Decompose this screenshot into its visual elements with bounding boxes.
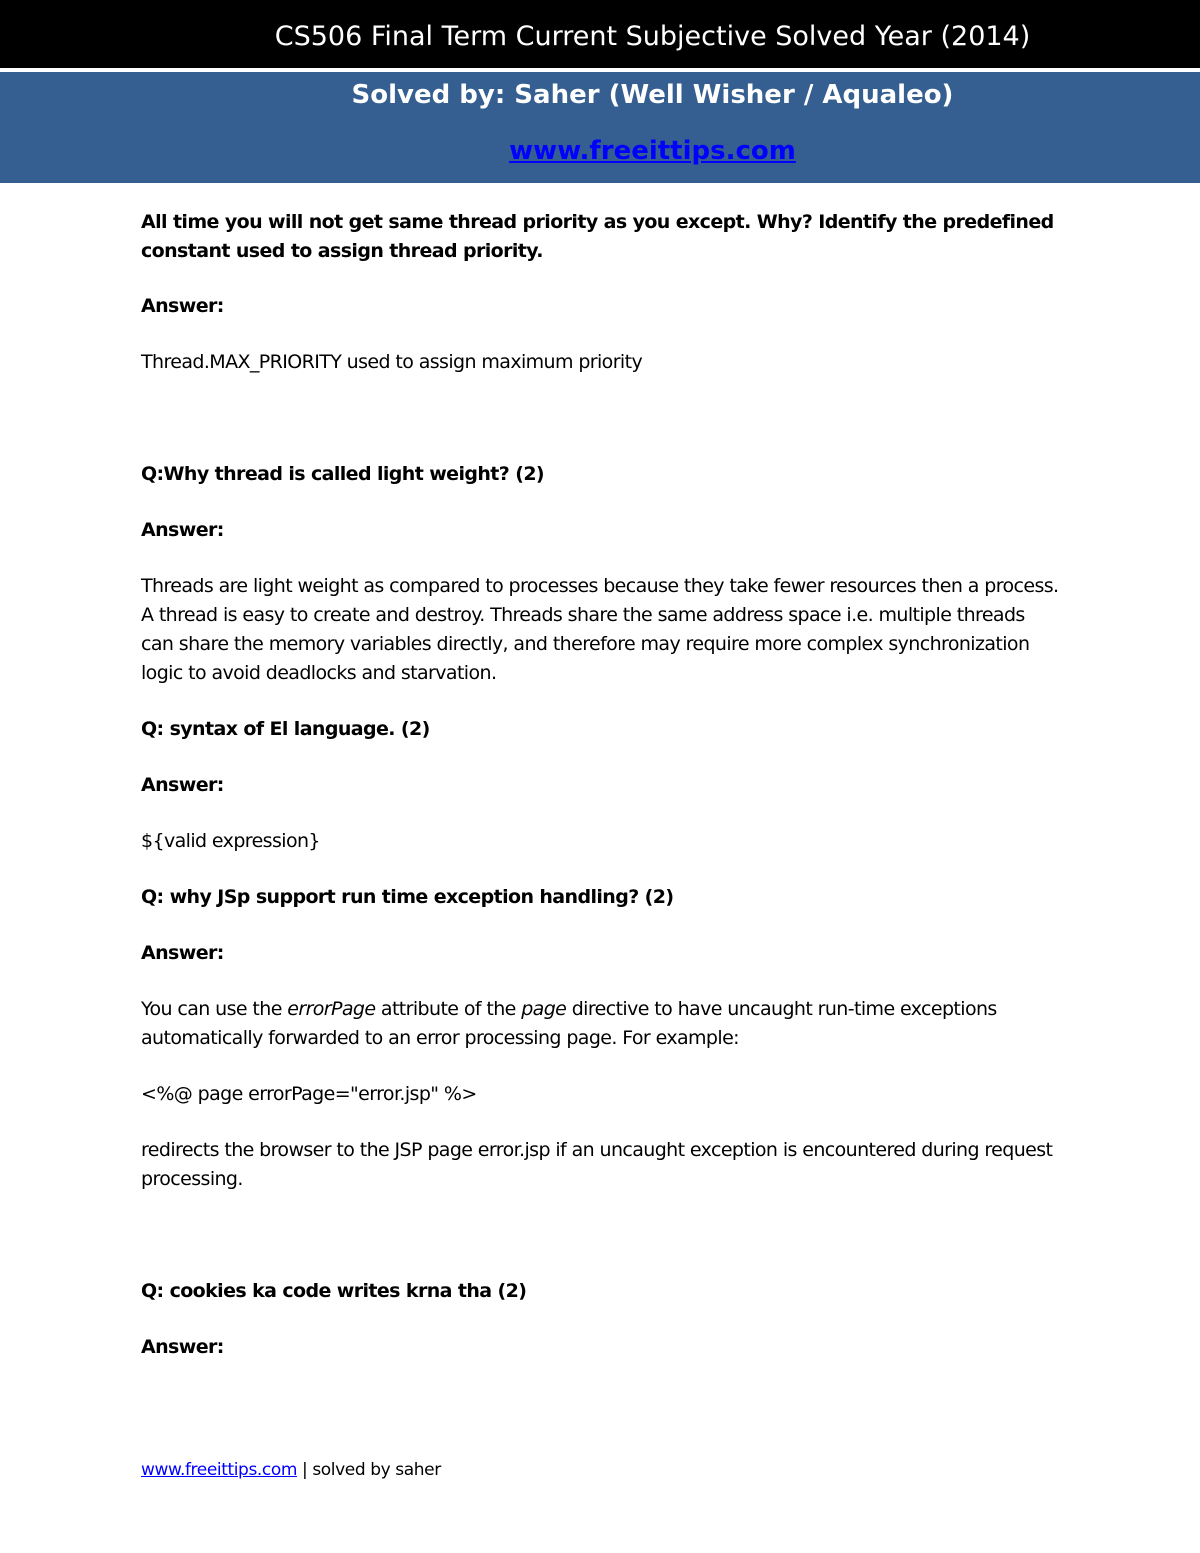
question-1: All time you will not get same thread priority as you except. Why? Identify the predefined constant used to assign thread priority. [141, 211, 1054, 262]
answer-label-5: Answer: [141, 1336, 224, 1358]
document-body [141, 208, 1061, 1362]
footer-text: | solved by saher [297, 1460, 441, 1480]
answer-1: Thread.MAX_PRIORITY used to assign maximum priority [141, 351, 643, 373]
answer-4-explanation: redirects the browser to the JSP page error.jsp if an uncaught exception is encountered during request processing. [141, 1139, 1053, 1190]
question-2: Q:Why thread is called light weight? (2) [141, 463, 545, 485]
answer-4-text-1: You can use the [141, 998, 288, 1020]
answer-2: Threads are light weight as compared to processes because they take fewer resources then a process. A thread is easy to create and destroy. Threads share the same address space i.e. multiple threads can share the memory variables directly, and therefore may require more complex synchronization logic to avoid deadlocks and starvation. [141, 575, 1059, 684]
document-title: CS506 Final Term Current Subjective Solved Year (2014) [0, 0, 1200, 68]
answer-4-emphasis-errorpage: errorPage [287, 998, 376, 1020]
website-link[interactable]: www.freeittips.com [509, 136, 796, 166]
page-footer [141, 1458, 441, 1482]
website-heading [105, 136, 1200, 166]
answer-label-3: Answer: [141, 774, 224, 796]
header-band [0, 72, 1200, 183]
question-5: Q: cookies ka code writes krna tha (2) [141, 1280, 527, 1302]
answer-4-emphasis-page: page [521, 998, 567, 1020]
answer-3: ${valid expression} [141, 830, 320, 852]
answer-4-code-example: <%@ page errorPage="error.jsp" %> [141, 1083, 477, 1105]
footer-website-link[interactable]: www.freeittips.com [141, 1460, 298, 1480]
question-4: Q: why JSp support run time exception handling? (2) [141, 886, 674, 908]
answer-label-4: Answer: [141, 942, 224, 964]
answer-4 [141, 995, 1061, 1053]
question-3: Q: syntax of El language. (2) [141, 718, 430, 740]
answer-label-2: Answer: [141, 519, 224, 541]
solved-by-heading: Solved by: Saher (Well Wisher / Aqualeo) [351, 80, 954, 110]
answer-label-1: Answer: [141, 295, 224, 317]
answer-4-text-2: attribute of the [375, 998, 522, 1020]
answer-4-text-3: directive to have uncaught run-time exceptions automatically forwarded to an error processing page. For example: [141, 998, 997, 1049]
